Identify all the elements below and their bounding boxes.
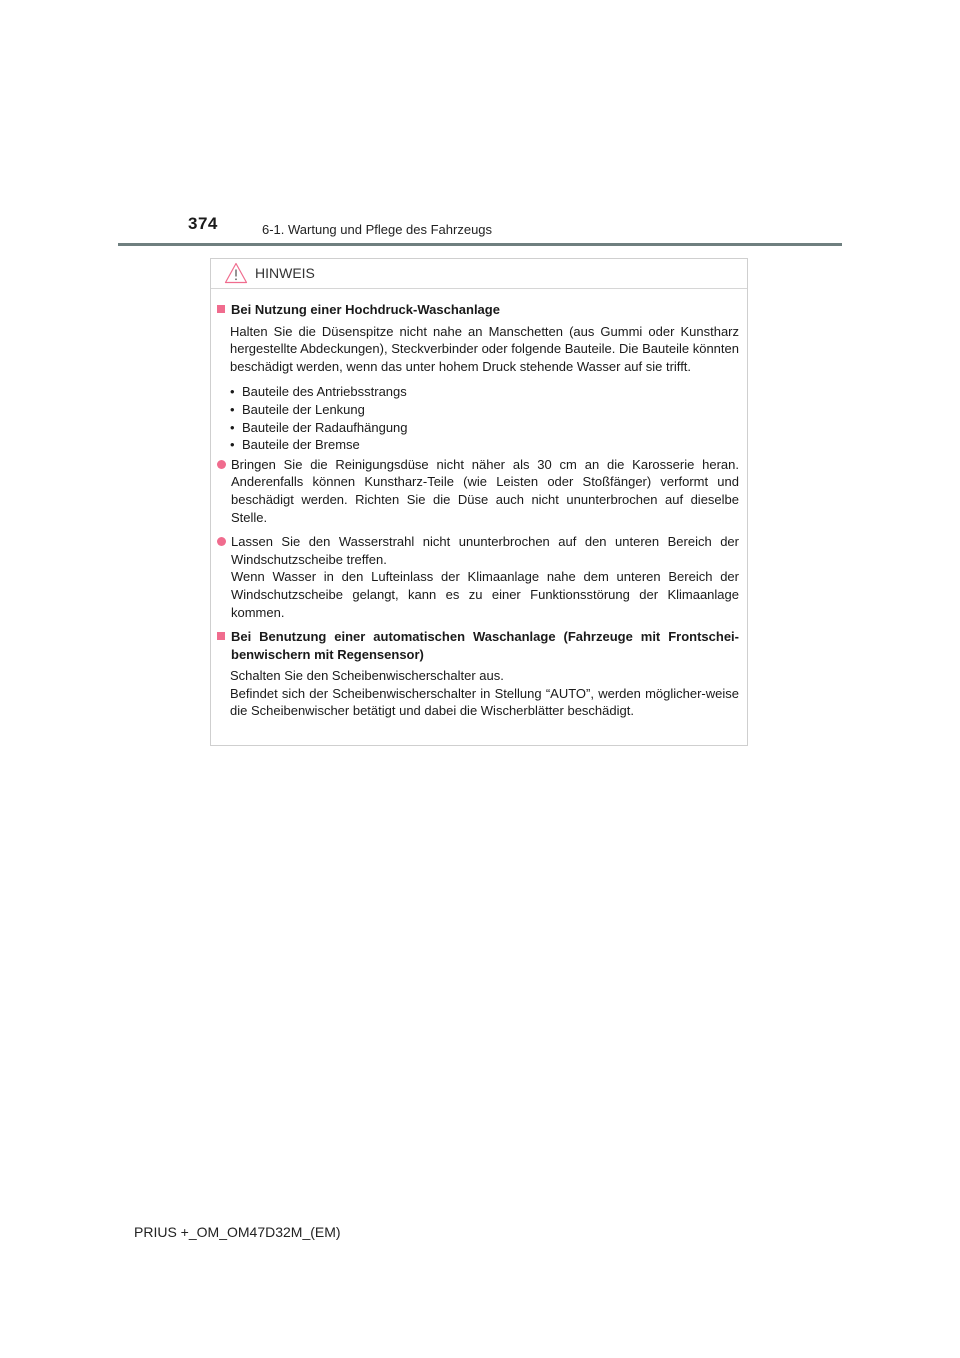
section-heading-text: Bei Nutzung einer Hochdruck-Waschanlage bbox=[231, 302, 500, 317]
header-rule bbox=[118, 243, 842, 246]
square-bullet-icon bbox=[217, 305, 225, 313]
page-number: 374 bbox=[188, 214, 218, 233]
list-item: • Bauteile der Radaufhängung bbox=[230, 419, 739, 437]
circle-list-item-line: Wenn Wasser in den Lufteinlass der Klimaanlage nahe dem unteren Bereich der Windschutzscheibe gelangt, kann es zu einer Funktionsstörung der Klimaanlage kommen. bbox=[231, 569, 739, 620]
section-heading bbox=[217, 628, 739, 663]
warning-icon bbox=[224, 262, 248, 284]
list-item: • Bauteile des Antriebsstrangs bbox=[230, 383, 739, 401]
circle-bullet-icon bbox=[217, 537, 226, 546]
circle-list-item-line: Lassen Sie den Wasserstrahl nicht ununterbrochen auf den unteren Bereich der Windschutzscheibe treffen. bbox=[231, 534, 739, 567]
paragraph: Halten Sie die Düsenspitze nicht nahe an Manschetten (aus Gummi oder Kunstharz hergestellte Abdeckungen), Steckverbinder oder folgende Bauteile. Die Bauteile könnten beschädigt werden, wenn das unter hohem Druck stehende Wasser auf sie trifft. bbox=[230, 323, 739, 374]
list-item: • Bauteile der Lenkung bbox=[230, 401, 739, 419]
circle-bullet-icon bbox=[217, 460, 226, 469]
list-item: • Bauteile der Bremse bbox=[230, 436, 739, 454]
notice-header bbox=[211, 259, 747, 289]
square-bullet-icon bbox=[217, 632, 225, 640]
component-list bbox=[217, 383, 739, 453]
section-heading bbox=[217, 301, 739, 319]
circle-list-item-text bbox=[231, 533, 739, 621]
section-heading-text: Bei Benutzung einer automatischen Waschanlage (Fahrzeuge mit Frontschei-benwischern mit Regensensor) bbox=[231, 629, 739, 662]
section-title: 6-1. Wartung und Pflege des Fahrzeugs bbox=[262, 222, 493, 237]
notice-body bbox=[211, 289, 747, 720]
notice-title: HINWEIS bbox=[255, 265, 315, 281]
paragraph bbox=[217, 667, 739, 720]
paragraph-line: Schalten Sie den Scheibenwischerschalter aus. bbox=[230, 668, 504, 684]
paragraph-line: Befindet sich der Scheibenwischerschalter in Stellung “AUTO”, werden möglicher-weise die Scheibenwischer betätigt und dabei die Wischerblätter beschädigt. bbox=[230, 685, 739, 719]
circle-list-item-text: Bringen Sie die Reinigungsdüse nicht näher als 30 cm an die Karosserie heran. Anderenfalls können Kunstharz-Teile (wie Leisten oder Stoßfänger) verformt und beschädigt werden. Richten Sie die Düse auch nicht ununterbrochen auf dieselbe Stelle. bbox=[231, 456, 739, 525]
footer-code: PRIUS +_OM_OM47D32M_(EM) bbox=[134, 1224, 341, 1240]
circle-list-item bbox=[217, 533, 739, 621]
notice-box bbox=[210, 258, 748, 746]
circle-list-item bbox=[217, 456, 739, 526]
